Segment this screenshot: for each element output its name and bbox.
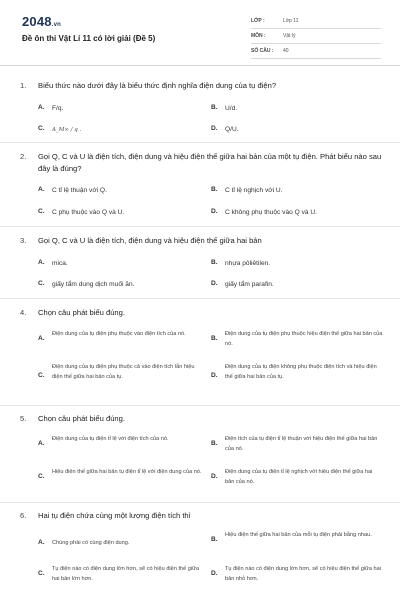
option-a[interactable]: [38, 259, 68, 269]
question-divider: [0, 502, 400, 503]
option-text: Điện dung của tụ điện phụ thuộc hiệu điện thế giữa hai bản của nó.: [225, 331, 383, 347]
option-d[interactable]: [211, 280, 274, 290]
option-d[interactable]: [211, 468, 383, 487]
option-letter: B.: [211, 335, 218, 342]
option-c[interactable]: [38, 208, 124, 218]
option-letter: C.: [38, 372, 45, 379]
option-letter: C.: [38, 280, 45, 287]
question-1: [0, 80, 400, 133]
option-letter: A.: [38, 259, 45, 266]
option-text: Hiệu điện thế giữa hai bản tụ điện tỉ lệ với điện dung của nó.: [52, 469, 202, 475]
header-divider: [0, 65, 400, 66]
exam-meta-panel: [251, 14, 381, 59]
option-b[interactable]: [211, 330, 383, 349]
meta-row-grade: [251, 14, 381, 29]
question-divider: [0, 226, 400, 227]
question-stem: [0, 307, 400, 319]
meta-value-count: 40: [283, 48, 289, 54]
option-a[interactable]: [38, 539, 206, 549]
question-number: 5.: [20, 414, 27, 423]
option-b[interactable]: [211, 259, 270, 269]
option-text: Q/U.: [225, 126, 239, 133]
meta-value-grade: Lớp 11: [283, 18, 299, 24]
option-text: Chúng phải có cùng điện dung.: [52, 540, 130, 546]
option-letter: D.: [211, 570, 218, 577]
option-text: C tỉ lệ thuận với Q.: [52, 187, 107, 194]
option-text: A_M∞ / q .: [52, 127, 82, 133]
page-header: [0, 0, 400, 62]
question-text: Biểu thức nào dưới đây là biểu thức định nghĩa điện dung của tụ điện?: [38, 81, 277, 90]
option-letter: B.: [211, 259, 218, 266]
option-text: Tụ điện nào có điện dung lớn hơn, sẽ có hiệu điện thế giữa hai bản lớn hơn.: [52, 566, 199, 582]
option-b[interactable]: [211, 104, 237, 114]
question-text: Chọn câu phát biểu đúng.: [38, 414, 125, 423]
option-d[interactable]: [211, 208, 317, 218]
meta-row-count: [251, 44, 381, 59]
logo-suffix: .vn: [51, 22, 62, 28]
question-number: 4.: [20, 308, 27, 317]
option-letter: C.: [38, 125, 45, 132]
question-stem: [0, 80, 400, 92]
question-number: 3.: [20, 236, 27, 245]
question-number: 6.: [20, 511, 27, 520]
option-text: giấy tẩm dung dịch muối ăn.: [52, 281, 135, 288]
option-d[interactable]: [211, 125, 239, 135]
option-letter: A.: [38, 104, 45, 111]
option-letter: B.: [211, 186, 218, 193]
option-text: C phụ thuộc vào Q và U.: [52, 209, 125, 216]
logo-main: 2048: [22, 14, 52, 29]
option-c[interactable]: [38, 125, 81, 135]
option-text: giấy tẩm parafin.: [225, 281, 274, 288]
option-letter: C.: [38, 473, 45, 480]
meta-label-grade: LỚP :: [251, 18, 265, 24]
option-letter: D.: [211, 372, 218, 379]
option-text: Hiệu điện thế giữa hai bản của mỗi tụ điện phải bằng nhau.: [225, 532, 372, 538]
option-letter: A.: [38, 335, 45, 342]
question-5: [0, 413, 400, 485]
option-letter: D.: [211, 208, 218, 215]
question-stem: [0, 413, 400, 425]
question-number: 1.: [20, 81, 27, 90]
option-letter: A.: [38, 539, 45, 546]
option-a[interactable]: [38, 330, 203, 342]
question-text: Gọi Q, C và U là điện tích, điện dung và hiệu điện thế giữa hai bản của một tụ điện. Phát biểu nào sau đây là đúng?: [38, 152, 382, 173]
option-letter: D.: [211, 280, 218, 287]
option-text: mica.: [52, 260, 68, 267]
option-b[interactable]: [211, 186, 282, 196]
option-c[interactable]: [38, 280, 134, 290]
question-divider: [0, 298, 400, 299]
option-text: Điện dung của tụ điện không phụ thuộc điện tích và hiệu điện thế giữa hai bản của tụ.: [225, 364, 377, 380]
question-stem: [0, 235, 400, 247]
question-text: Gọi Q, C và U là điện tích, điện dung và hiệu điện thế giữa hai bản: [38, 236, 262, 245]
option-a[interactable]: [38, 104, 63, 114]
option-text: Điện dung của tụ điện phụ thuộc vào điện tích của nó.: [52, 331, 186, 337]
question-divider: [0, 142, 400, 143]
option-text: Điện dung của tụ điện tỉ lệ với điện tích của nó.: [52, 436, 169, 442]
option-letter: A.: [38, 440, 45, 447]
question-text: Chọn câu phát biểu đúng.: [38, 308, 125, 317]
option-c[interactable]: [38, 565, 206, 584]
option-text: Tụ điện nào có điện dung lớn hơn, sẽ có hiệu điện thế giữa hai bản nhỏ hơn.: [225, 566, 382, 582]
option-text: F/q.: [52, 105, 64, 112]
option-letter: D.: [211, 125, 218, 132]
option-a[interactable]: [38, 435, 206, 447]
option-letter: B.: [211, 536, 218, 543]
option-letter: C.: [38, 208, 45, 215]
question-text: Hai tụ điện chứa cùng một lượng điện tích thì: [38, 511, 191, 520]
question-4: [0, 307, 400, 380]
question-6: [0, 510, 400, 582]
question-stem: [0, 510, 400, 522]
meta-value-subject: Vật lý: [283, 33, 296, 39]
option-text: C không phụ thuộc vào Q và U.: [225, 209, 318, 216]
site-logo[interactable]: [22, 14, 61, 29]
meta-row-subject: [251, 29, 381, 44]
option-letter: C.: [38, 570, 45, 577]
question-stem: [0, 151, 400, 175]
option-text: C tỉ lệ nghịch với U.: [225, 187, 283, 194]
option-a[interactable]: [38, 186, 107, 196]
meta-label-count: SỐ CÂU :: [251, 48, 274, 54]
option-text: Điện dung của tụ điện phụ thuộc cả vào điện tích lẫn hiệu điện thế giữa hai bản của tụ.: [52, 364, 195, 380]
option-d[interactable]: [211, 565, 383, 584]
option-letter: D.: [211, 473, 218, 480]
option-letter: B.: [211, 104, 218, 111]
option-c[interactable]: [38, 468, 206, 480]
option-text: Điện tích của tụ điện tỉ lệ thuận với hiệu điện thế giữa hai bản của nó.: [225, 436, 378, 452]
option-b[interactable]: [211, 435, 383, 454]
page-title: Đề ôn thi Vật Lí 11 có lời giải (Đề 5): [22, 34, 156, 43]
option-text: U/d.: [225, 105, 238, 112]
question-divider: [0, 405, 400, 406]
option-letter: A.: [38, 186, 45, 193]
option-d[interactable]: [211, 363, 383, 382]
question-3: [0, 235, 400, 288]
question-number: 2.: [20, 152, 27, 161]
option-text: Điện dung của tụ điện tỉ lệ nghịch với hiệu điện thế giữa hai bản của nó.: [225, 469, 373, 485]
meta-label-subject: MÔN :: [251, 33, 266, 39]
question-2: [0, 151, 400, 216]
option-text: nhựa pôliêtilen.: [225, 260, 271, 267]
option-c[interactable]: [38, 363, 206, 382]
option-letter: B.: [211, 440, 218, 447]
option-b[interactable]: [211, 531, 383, 543]
